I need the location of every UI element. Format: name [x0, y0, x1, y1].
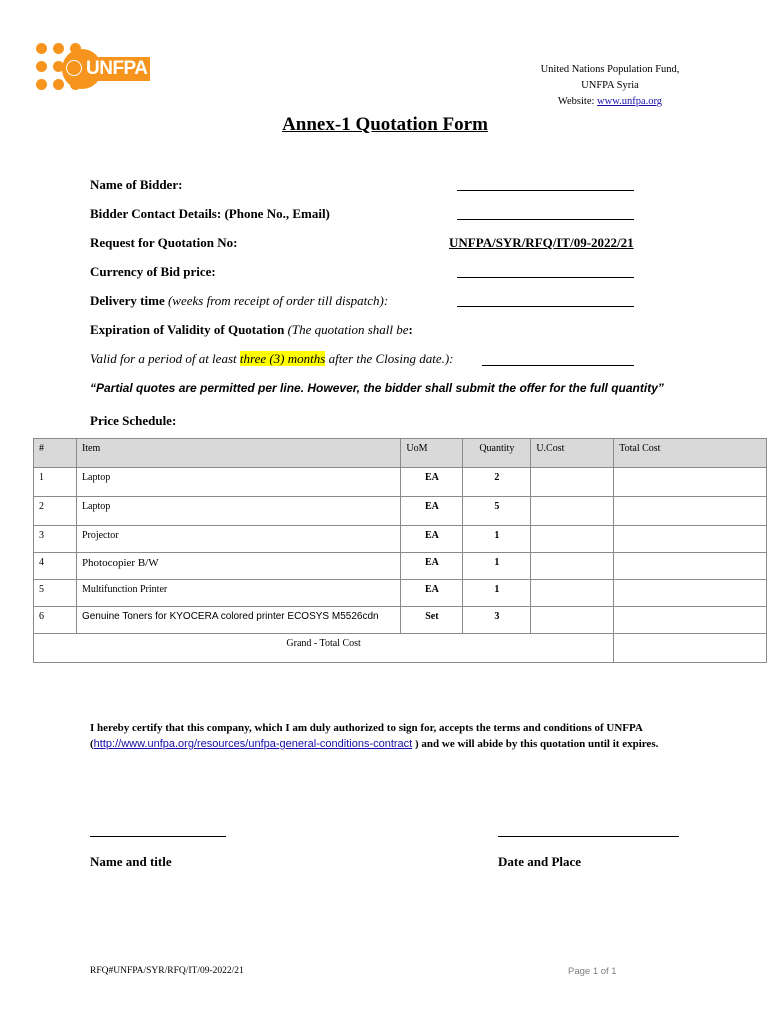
grand-total-cell[interactable] — [614, 634, 767, 663]
name-title-label: Name and title — [90, 854, 172, 869]
cell-qty: 1 — [463, 526, 531, 553]
currency-label: Currency of Bid price: — [90, 264, 216, 279]
website-line — [520, 96, 700, 107]
cell-ucost[interactable] — [531, 607, 614, 634]
cell-item: Genuine Toners for KYOCERA colored printer ECOSYS M5526cdn — [76, 607, 400, 634]
cell-total[interactable] — [614, 497, 767, 526]
expiration-note: (The quotation shall be — [287, 322, 409, 337]
cell-qty: 5 — [463, 497, 531, 526]
price-schedule-label: Price Schedule: — [90, 413, 177, 428]
cell-uom: EA — [401, 497, 463, 526]
date-place-label: Date and Place — [498, 854, 582, 869]
delivery-label — [90, 293, 388, 309]
un-globe-icon — [66, 60, 82, 76]
grand-total-label: Grand - Total Cost — [34, 634, 614, 663]
cell-ucost[interactable] — [531, 468, 614, 497]
cell-no: 3 — [34, 526, 77, 553]
delivery-note: (weeks from receipt of order till dispatch): — [167, 293, 389, 308]
contact-line[interactable] — [457, 219, 634, 220]
cell-uom: Set — [401, 607, 463, 634]
cell-no: 1 — [34, 468, 77, 497]
certification-part-2: ) and we will abide by this quotation until it expires. — [414, 738, 659, 750]
table-row — [34, 553, 767, 580]
header-cell-uom: UoM — [401, 439, 463, 468]
validity-highlight: three (3) months — [239, 351, 326, 366]
cell-item: Multifunction Printer — [76, 580, 400, 607]
header-cell-ucost: U.Cost — [531, 439, 614, 468]
bidder-name-line[interactable] — [457, 190, 634, 191]
delivery-title: Delivery time — [90, 293, 165, 308]
cell-qty: 1 — [463, 580, 531, 607]
logo-dot — [53, 79, 64, 90]
cell-no: 6 — [34, 607, 77, 634]
cell-qty: 2 — [463, 468, 531, 497]
expiration-title: Expiration of Validity of Quotation — [90, 322, 285, 337]
page-title: Annex-1 Quotation Form — [282, 114, 488, 135]
rfq-value: UNFPA/SYR/RFQ/IT/09-2022/21 — [449, 235, 634, 250]
price-schedule-table — [33, 438, 767, 663]
cell-item: Projector — [76, 526, 400, 553]
validity-pre: Valid for a period of at least — [90, 351, 237, 366]
currency-line[interactable] — [457, 277, 634, 278]
website-label: Website: — [557, 96, 595, 107]
expiration-colon: : — [408, 322, 413, 337]
cell-qty: 3 — [463, 607, 531, 634]
cell-no: 2 — [34, 497, 77, 526]
grand-total-row — [34, 634, 767, 663]
cell-uom: EA — [401, 526, 463, 553]
header-cell-no: # — [34, 439, 77, 468]
cell-ucost[interactable] — [531, 497, 614, 526]
cell-qty: 1 — [463, 553, 531, 580]
certification-part-1: I hereby certify that this company, which I am duly authorized to sign for, accepts the terms and conditions of UNFPA — [90, 722, 643, 734]
cell-total[interactable] — [614, 526, 767, 553]
office-name: UNFPA Syria — [581, 80, 639, 91]
cell-ucost[interactable] — [531, 580, 614, 607]
cell-ucost[interactable] — [531, 553, 614, 580]
general-conditions-link[interactable]: http://www.unfpa.org/resources/unfpa-general-conditions-contract — [93, 738, 413, 750]
date-signature-line[interactable] — [498, 836, 679, 837]
cell-item: Laptop — [76, 468, 400, 497]
org-name: United Nations Population Fund, — [540, 64, 680, 75]
cell-uom: EA — [401, 580, 463, 607]
expiration-label — [90, 322, 413, 338]
page-number: Page 1 of 1 — [568, 966, 617, 977]
bidder-name-label: Name of Bidder: — [90, 177, 183, 192]
cell-total[interactable] — [614, 580, 767, 607]
cell-ucost[interactable] — [531, 526, 614, 553]
cell-total[interactable] — [614, 468, 767, 497]
delivery-line[interactable] — [457, 306, 634, 307]
name-signature-line[interactable] — [90, 836, 226, 837]
footer-reference: RFQ#UNFPA/SYR/RFQ/IT/09-2022/21 — [90, 966, 244, 976]
validity-line — [90, 351, 454, 367]
table-row — [34, 497, 767, 526]
certification-text — [90, 720, 690, 752]
logo-dot — [53, 43, 64, 54]
table-row — [34, 526, 767, 553]
table-row — [34, 607, 767, 634]
partial-quotes-note: “Partial quotes are permitted per line. However, the bidder shall submit the offer for the full quantity” — [90, 381, 664, 395]
contact-label: Bidder Contact Details: (Phone No., Email) — [90, 206, 330, 221]
cell-uom: EA — [401, 553, 463, 580]
validity-post: after the Closing date.): — [328, 351, 454, 366]
table-row — [34, 468, 767, 497]
cell-no: 4 — [34, 553, 77, 580]
header-cell-quantity: Quantity — [463, 439, 531, 468]
table-header-row — [34, 439, 767, 468]
logo-wordmark: UNFPA — [86, 58, 148, 79]
certification-open-paren: ( — [90, 738, 94, 750]
logo-dot — [36, 43, 47, 54]
header-cell-total: Total Cost — [614, 439, 767, 468]
logo-dot — [36, 61, 47, 72]
website-link[interactable]: www.unfpa.org — [597, 96, 663, 107]
validity-line-blank[interactable] — [482, 365, 634, 366]
rfq-label: Request for Quotation No: — [90, 235, 238, 250]
table-row — [34, 580, 767, 607]
cell-total[interactable] — [614, 607, 767, 634]
cell-item: Laptop — [76, 497, 400, 526]
cell-no: 5 — [34, 580, 77, 607]
logo-dot — [36, 79, 47, 90]
cell-total[interactable] — [614, 553, 767, 580]
cell-uom: EA — [401, 468, 463, 497]
cell-item: Photocopier B/W — [76, 553, 400, 580]
header-cell-item: Item — [76, 439, 400, 468]
